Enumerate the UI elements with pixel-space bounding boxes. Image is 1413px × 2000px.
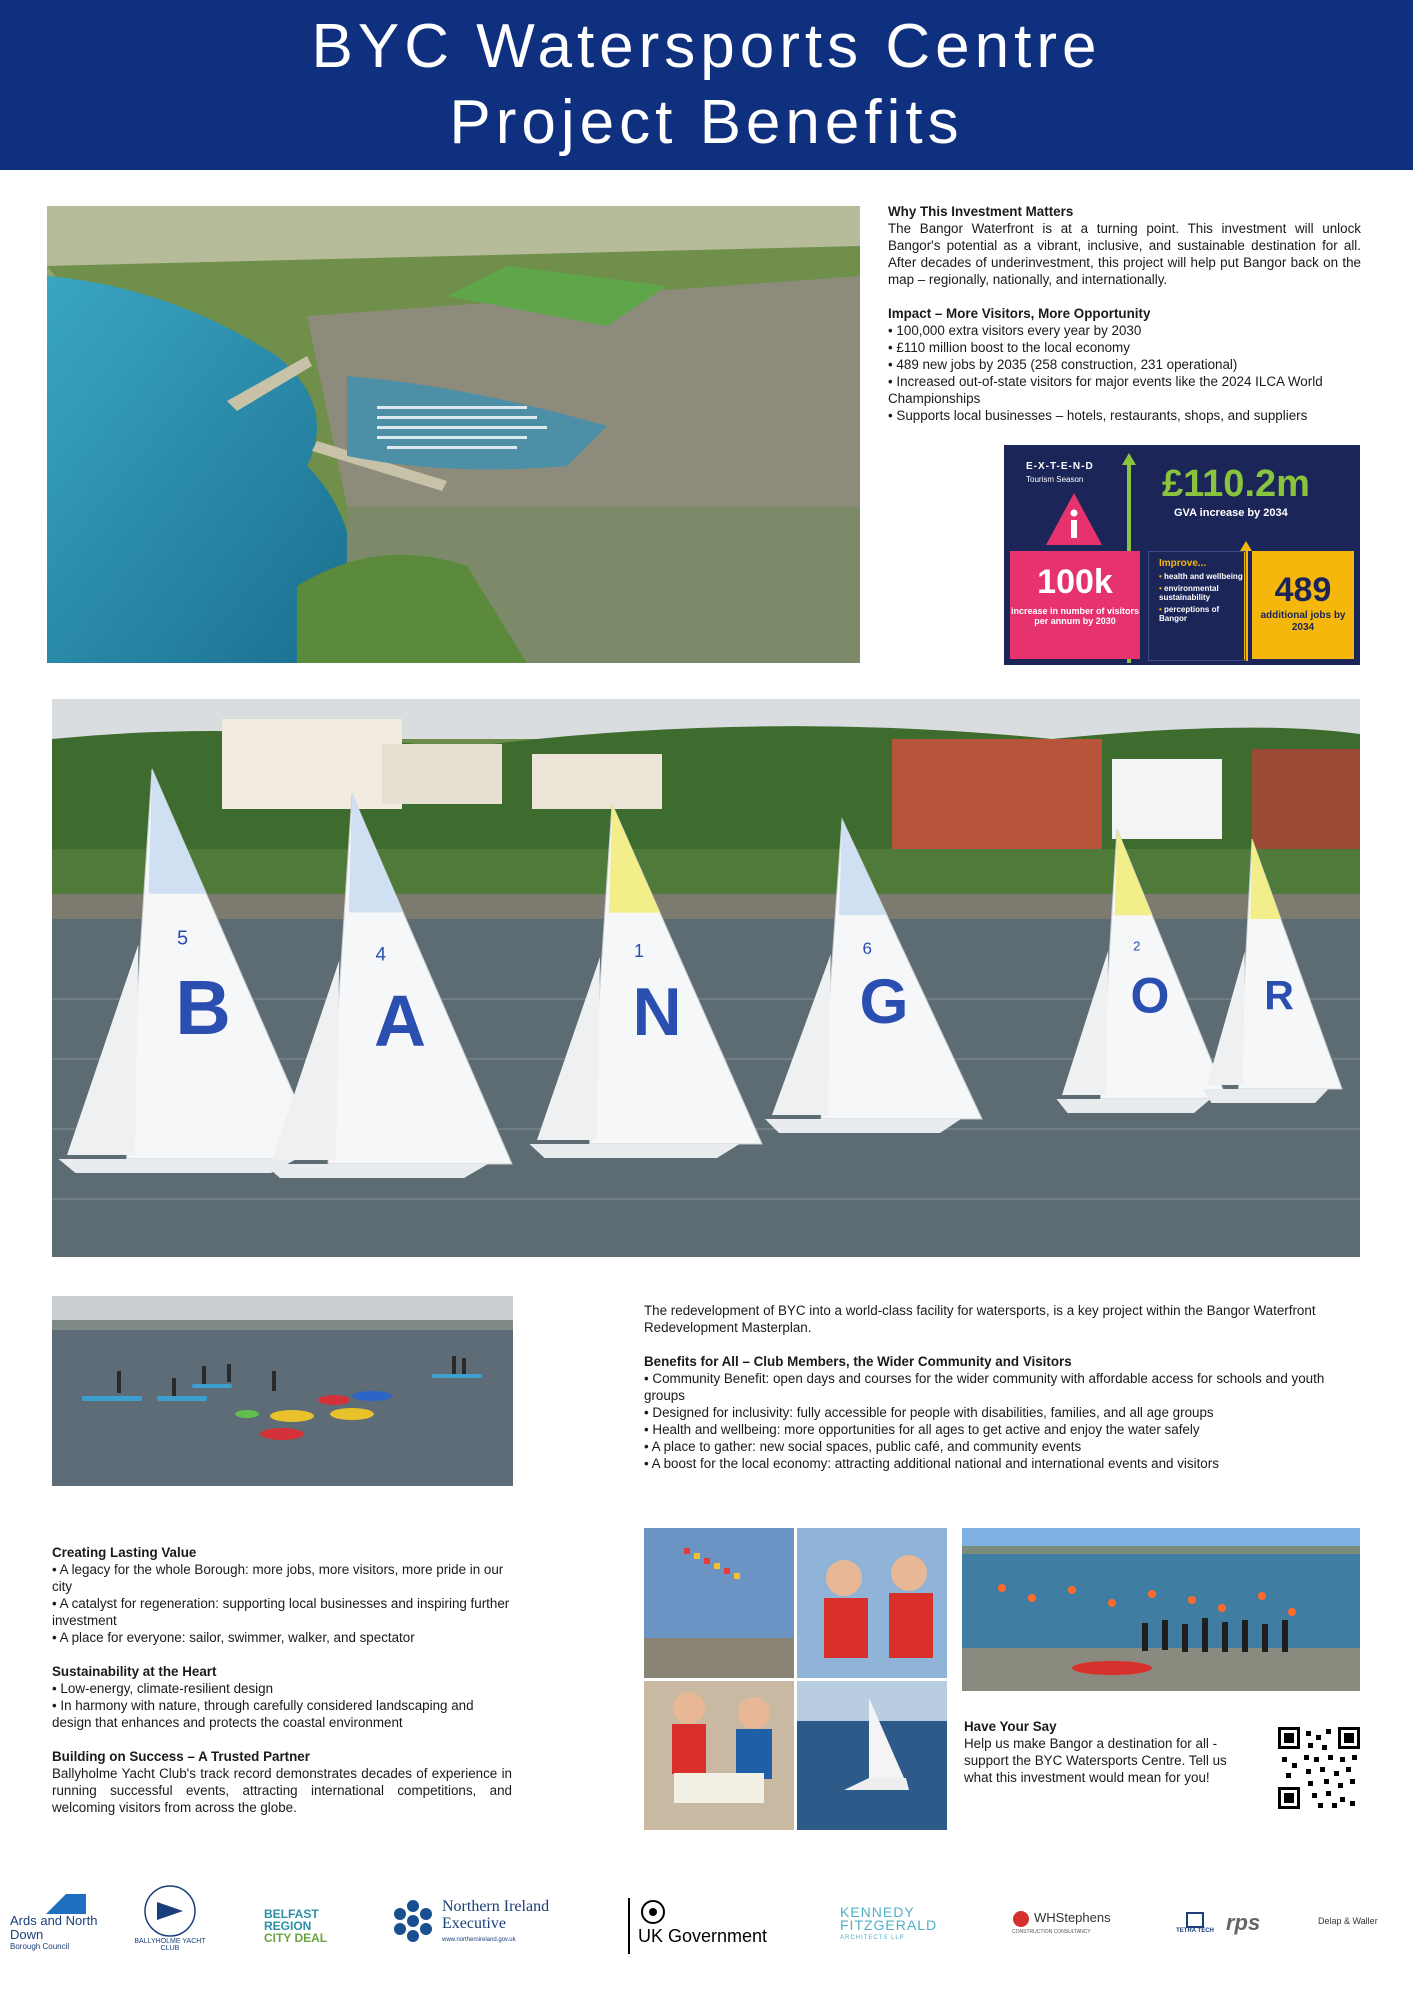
gva-label: GVA increase by 2034	[1174, 507, 1288, 519]
royal-crest-icon	[638, 1898, 668, 1926]
have-your-say-heading: Have Your Say	[964, 1719, 1057, 1734]
sail-number: 1	[633, 941, 645, 961]
hexagon-cluster-icon	[390, 1898, 436, 1944]
logo-ards-north-down	[10, 1894, 100, 1951]
sail-letter: B	[175, 965, 231, 1052]
why-section	[888, 203, 1361, 288]
rps-name: rps	[1226, 1910, 1261, 1935]
aerial-photo-bangor	[47, 206, 860, 663]
success-heading: Building on Success – A Trusted Partner	[52, 1749, 310, 1764]
logo-wh-stephens	[1012, 1910, 1132, 1935]
impact-item: • Increased out-of-state visitors for major events like the 2024 ILCA World Championships	[888, 373, 1361, 407]
lasting-item: • A legacy for the whole Borough: more jobs, more visitors, more pride in our city	[52, 1561, 512, 1595]
jobs-label: additional jobs by 2034	[1260, 610, 1346, 633]
lasting-section	[52, 1544, 512, 1646]
lasting-heading: Creating Lasting Value	[52, 1545, 197, 1560]
kennedy-line-3: ARCHITECTS LLP	[840, 1935, 905, 1941]
visitors-label: increase in number of visitors per annum by 2030	[1010, 606, 1140, 626]
logo-uk-government	[628, 1898, 798, 1954]
kennedy-line-1: KENNEDY	[840, 1904, 915, 1920]
improve-box	[1148, 551, 1246, 661]
burgee-icon	[143, 1884, 197, 1938]
impact-item: • 100,000 extra visitors every year by 2030	[888, 322, 1361, 339]
tetra-name: TETRA TECH	[1176, 1928, 1214, 1934]
have-your-say-body: Help us make Bangor a destination for all - support the BYC Watersports Centre. Tell us what this investment would mean for you!	[964, 1736, 1227, 1785]
impact-section	[888, 305, 1361, 424]
logo-delap-waller	[1318, 1916, 1408, 1926]
lasting-item: • A catalyst for regeneration: supporting local businesses and inspiring further investment	[52, 1595, 512, 1629]
improve-item: • perceptions of Bangor	[1159, 605, 1245, 623]
benefit-item: • A boost for the local economy: attracting additional national and international events and visitors	[644, 1455, 1360, 1472]
ni-exec-line-2: Executive	[442, 1915, 506, 1932]
logo-belfast-region	[264, 1908, 344, 1944]
visitors-box	[1010, 551, 1140, 659]
impact-item: • £110 million boost to the local economy	[888, 339, 1361, 356]
info-icon	[1044, 491, 1104, 547]
sail-letter: O	[1130, 967, 1170, 1024]
whs-sub: CONSTRUCTION CONSULTANCY	[1012, 1929, 1091, 1935]
whs-name: WHStephens	[1034, 1910, 1111, 1925]
why-body: The Bangor Waterfront is at a turning point. This investment will unlock Bangor's potential as a vibrant, inclusive, and sustainable destination for all. After decades of underinvestment, this project will help put Bangor back on the map – regionally, nationally, and internationally.	[888, 221, 1361, 287]
ards-sub: Borough Council	[10, 1942, 70, 1951]
sail-letter: A	[374, 981, 426, 1062]
success-body: Ballyholme Yacht Club's track record demonstrates decades of experience in running successful events, attracting international competitions, and welcoming visitors from across the globe.	[52, 1766, 512, 1815]
kennedy-line-2: FITZGERALD	[840, 1917, 938, 1933]
success-section	[52, 1748, 512, 1816]
ni-exec-url: www.northernireland.gov.uk	[442, 1937, 516, 1943]
title-line-1: BYC Watersports Centre	[311, 12, 1102, 81]
improve-item: • environmental sustainability	[1159, 584, 1245, 602]
logo-tetra-tech	[1170, 1912, 1220, 1934]
sail-letter: G	[859, 967, 909, 1037]
belfast-line-2: REGION	[264, 1919, 312, 1933]
extend-sub: Tourism Season	[1026, 475, 1084, 484]
sailing-photo-bangor	[52, 699, 1360, 1257]
jobs-value: 489	[1274, 571, 1332, 609]
sustainability-item: • Low-energy, climate-resilient design	[52, 1680, 512, 1697]
tetra-icon	[1186, 1912, 1204, 1928]
swimmers-photo	[962, 1528, 1360, 1691]
byc-name: BALLYHOLME YACHT CLUB	[134, 1938, 206, 1952]
title-line-2: Project Benefits	[449, 88, 964, 157]
page-header	[0, 0, 1413, 170]
benefit-item: • Designed for inclusivity: fully accessible for people with disabilities, families, and all age groups	[644, 1404, 1360, 1421]
logo-byc	[130, 1884, 210, 1952]
sustainability-item: • In harmony with nature, through carefully considered landscaping and design that enhances and protects the coastal environment	[52, 1697, 512, 1731]
logo-ni-executive	[390, 1898, 580, 1949]
qr-code[interactable]	[1278, 1727, 1360, 1809]
delap-name: Delap & Waller	[1318, 1916, 1378, 1926]
improve-item: • health and wellbeing	[1159, 572, 1245, 581]
impact-item: • Supports local businesses – hotels, restaurants, shops, and suppliers	[888, 407, 1361, 424]
sail-letter: N	[632, 974, 682, 1051]
gva-value: £110.2m	[1162, 463, 1310, 505]
benefits-infographic	[1004, 445, 1360, 665]
impact-heading: Impact – More Visitors, More Opportunity	[888, 306, 1151, 321]
benefit-item: • Community Benefit: open days and courses for the wider community with affordable access for schools and youth groups	[644, 1370, 1360, 1404]
paddleboard-photo	[52, 1296, 513, 1486]
benefit-item: • Health and wellbeing: more opportunities for all ages to get active and enjoy the water safely	[644, 1421, 1360, 1438]
improve-heading: Improve...	[1159, 558, 1207, 569]
redevelopment-section	[644, 1302, 1360, 1472]
redevelopment-intro: The redevelopment of BYC into a world-class facility for watersports, is a key project within the Bangor Waterfront Redevelopment Masterplan.	[644, 1303, 1316, 1335]
belfast-line-3: CITY DEAL	[264, 1931, 328, 1945]
youth-photo-collage	[644, 1528, 947, 1830]
belfast-line-1: BELFAST	[264, 1907, 319, 1921]
sustainability-section	[52, 1663, 512, 1731]
lasting-item: • A place for everyone: sailor, swimmer, walker, and spectator	[52, 1629, 512, 1646]
sail-number: 5	[177, 927, 189, 950]
ukgov-name: UK Government	[638, 1926, 768, 1946]
sustainability-heading: Sustainability at the Heart	[52, 1664, 217, 1679]
whs-badge-icon	[1012, 1910, 1030, 1928]
ards-name: Ards and North Down	[10, 1913, 98, 1942]
extend-label: E-X-T-E-N-D	[1026, 461, 1094, 472]
visitors-value: 100k	[1037, 563, 1113, 601]
impact-item: • 489 new jobs by 2035 (258 construction, 231 operational)	[888, 356, 1361, 373]
have-your-say-section	[964, 1718, 1234, 1786]
sail-number: 6	[862, 939, 872, 958]
sail-number: 2	[1133, 938, 1141, 954]
sail-number: 4	[375, 944, 387, 966]
ni-exec-line-1: Northern Ireland	[442, 1898, 550, 1915]
sail-letter: R	[1264, 972, 1294, 1018]
logo-rps	[1226, 1910, 1276, 1936]
logo-kennedy-fitzgerald	[840, 1906, 950, 1945]
jobs-box	[1252, 551, 1354, 659]
why-heading: Why This Investment Matters	[888, 204, 1074, 219]
benefits-heading: Benefits for All – Club Members, the Wider Community and Visitors	[644, 1354, 1072, 1369]
benefit-item: • A place to gather: new social spaces, public café, and community events	[644, 1438, 1360, 1455]
